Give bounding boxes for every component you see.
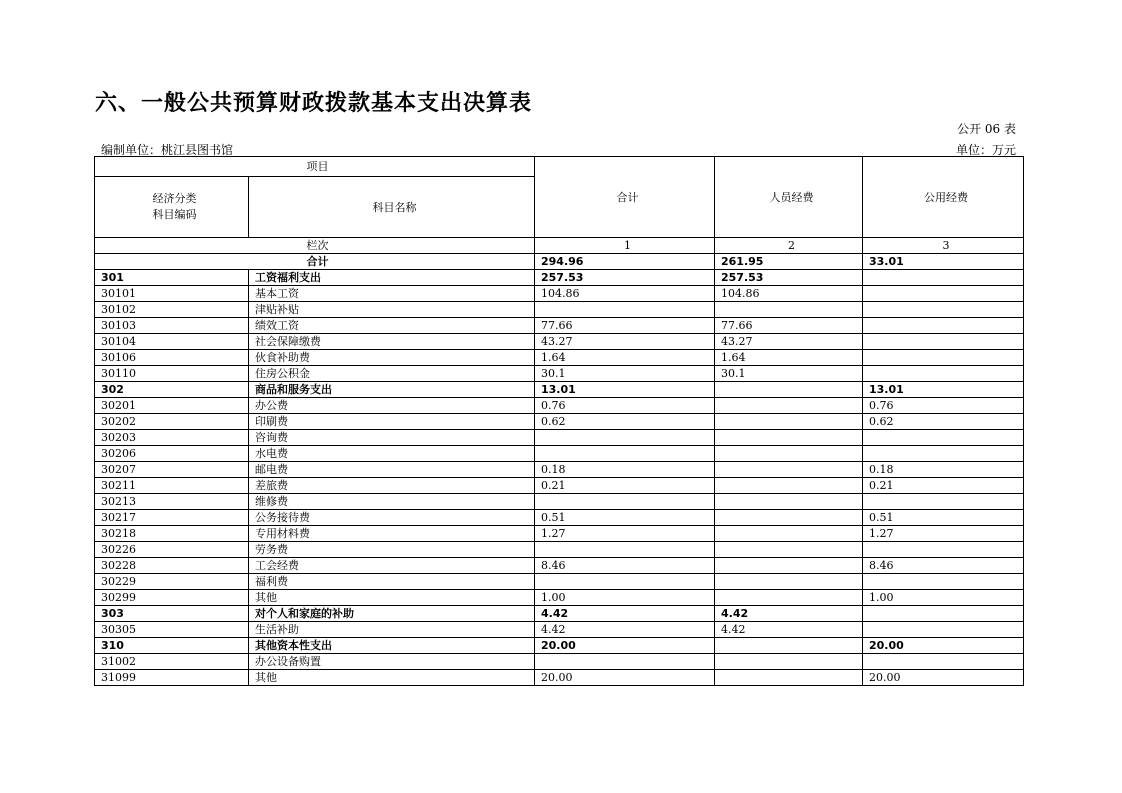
- total-cell: [535, 574, 715, 590]
- subject-code-cell: 31099: [95, 670, 249, 686]
- public-cell: 0.51: [863, 510, 1024, 526]
- table-row: [95, 670, 1024, 686]
- public-cell: [863, 334, 1024, 350]
- total-cell: 8.46: [535, 558, 715, 574]
- public-cell: [863, 622, 1024, 638]
- total-cell: [535, 302, 715, 318]
- personnel-cell: 257.53: [715, 270, 863, 286]
- header-subject-code: 科目编码: [152, 208, 197, 221]
- subject-code-cell: 30218: [95, 526, 249, 542]
- total-cell: 43.27: [535, 334, 715, 350]
- subject-code-cell: 303: [95, 606, 249, 622]
- personnel-cell: [715, 590, 863, 606]
- subject-name-cell: 其他: [249, 590, 535, 606]
- header-econ-class: 经济分类: [152, 192, 197, 205]
- currency-unit: 单位：万元: [955, 143, 1016, 157]
- subject-name-cell: 差旅费: [249, 478, 535, 494]
- public-cell: 20.00: [863, 670, 1024, 686]
- subject-name-cell: 邮电费: [249, 462, 535, 478]
- subject-code-cell: 30202: [95, 414, 249, 430]
- subject-name-cell: 基本工资: [249, 286, 535, 302]
- header-item: 项目: [95, 157, 535, 177]
- personnel-cell: 1.64: [715, 350, 863, 366]
- table-row: [95, 478, 1024, 494]
- public-cell: 1.27: [863, 526, 1024, 542]
- subject-name-cell: 伙食补助费: [249, 350, 535, 366]
- total-cell: [535, 494, 715, 510]
- subject-name-cell: 津贴补贴: [249, 302, 535, 318]
- total-amount: 294.96: [535, 254, 715, 270]
- table-row: [95, 462, 1024, 478]
- subject-name-cell: 住房公积金: [249, 366, 535, 382]
- total-cell: 104.86: [535, 286, 715, 302]
- subject-code-cell: 30228: [95, 558, 249, 574]
- subject-code-cell: 30207: [95, 462, 249, 478]
- personnel-cell: [715, 446, 863, 462]
- subject-code-cell: 31002: [95, 654, 249, 670]
- public-cell: [863, 494, 1024, 510]
- column-index-row: [95, 238, 1024, 254]
- total-cell: [535, 446, 715, 462]
- table-row: [95, 334, 1024, 350]
- subject-name-cell: 工资福利支出: [249, 270, 535, 286]
- personnel-cell: 77.66: [715, 318, 863, 334]
- table-row: [95, 622, 1024, 638]
- public-cell: 0.21: [863, 478, 1024, 494]
- subject-code-cell: 30102: [95, 302, 249, 318]
- table-row: [95, 494, 1024, 510]
- header-econ-class-code: [95, 177, 249, 238]
- public-cell: [863, 318, 1024, 334]
- subject-code-cell: 30211: [95, 478, 249, 494]
- personnel-cell: 104.86: [715, 286, 863, 302]
- page-title: 六、一般公共预算财政拨款基本支出决算表: [95, 91, 533, 116]
- personnel-cell: [715, 670, 863, 686]
- subject-code-cell: 302: [95, 382, 249, 398]
- table-row: [95, 638, 1024, 654]
- subject-code-cell: 30106: [95, 350, 249, 366]
- subject-name-cell: 对个人和家庭的补助: [249, 606, 535, 622]
- table-row: [95, 430, 1024, 446]
- public-cell: [863, 366, 1024, 382]
- public-cell: 8.46: [863, 558, 1024, 574]
- personnel-cell: [715, 654, 863, 670]
- total-cell: [535, 430, 715, 446]
- personnel-cell: [715, 558, 863, 574]
- subject-code-cell: 30104: [95, 334, 249, 350]
- subject-code-cell: 30203: [95, 430, 249, 446]
- header-subject-name: 科目名称: [249, 177, 535, 238]
- header-row-1: [95, 157, 1024, 177]
- personnel-cell: [715, 302, 863, 318]
- table-row: [95, 542, 1024, 558]
- total-public: 33.01: [863, 254, 1024, 270]
- subject-code-cell: 30229: [95, 574, 249, 590]
- personnel-cell: 4.42: [715, 622, 863, 638]
- total-cell: 0.51: [535, 510, 715, 526]
- personnel-cell: [715, 462, 863, 478]
- personnel-cell: 4.42: [715, 606, 863, 622]
- total-cell: 1.00: [535, 590, 715, 606]
- subject-code-cell: 30110: [95, 366, 249, 382]
- public-cell: 20.00: [863, 638, 1024, 654]
- table-row: [95, 350, 1024, 366]
- subject-code-cell: 310: [95, 638, 249, 654]
- total-cell: 4.42: [535, 622, 715, 638]
- subject-name-cell: 其他资本性支出: [249, 638, 535, 654]
- subject-name-cell: 维修费: [249, 494, 535, 510]
- public-cell: [863, 350, 1024, 366]
- table-row: [95, 414, 1024, 430]
- total-cell: [535, 654, 715, 670]
- table-row: [95, 558, 1024, 574]
- subject-name-cell: 其他: [249, 670, 535, 686]
- table-row: [95, 302, 1024, 318]
- total-cell: 30.1: [535, 366, 715, 382]
- table-row: [95, 606, 1024, 622]
- subject-name-cell: 福利费: [249, 574, 535, 590]
- table-row: [95, 398, 1024, 414]
- subject-code-cell: 30201: [95, 398, 249, 414]
- personnel-cell: [715, 382, 863, 398]
- subject-name-cell: 劳务费: [249, 542, 535, 558]
- personnel-cell: [715, 574, 863, 590]
- table-row: [95, 270, 1024, 286]
- public-cell: [863, 542, 1024, 558]
- column-index-1: 1: [535, 238, 715, 254]
- total-cell: 20.00: [535, 638, 715, 654]
- total-cell: 20.00: [535, 670, 715, 686]
- total-cell: 0.62: [535, 414, 715, 430]
- subject-code-cell: 301: [95, 270, 249, 286]
- total-cell: 1.64: [535, 350, 715, 366]
- total-cell: 4.42: [535, 606, 715, 622]
- subject-code-cell: 30305: [95, 622, 249, 638]
- personnel-cell: [715, 638, 863, 654]
- table-row: [95, 366, 1024, 382]
- table-row: [95, 382, 1024, 398]
- table-row: [95, 526, 1024, 542]
- personnel-cell: [715, 430, 863, 446]
- public-cell: 1.00: [863, 590, 1024, 606]
- public-cell: [863, 302, 1024, 318]
- total-label: 合计: [95, 254, 535, 270]
- public-cell: 0.62: [863, 414, 1024, 430]
- header-lanci: 栏次: [95, 238, 535, 254]
- total-cell: 0.21: [535, 478, 715, 494]
- total-cell: 0.18: [535, 462, 715, 478]
- public-cell: [863, 270, 1024, 286]
- table-row: [95, 590, 1024, 606]
- public-cell: [863, 286, 1024, 302]
- subject-name-cell: 印刷费: [249, 414, 535, 430]
- personnel-cell: [715, 478, 863, 494]
- subject-name-cell: 商品和服务支出: [249, 382, 535, 398]
- expenditure-table: [94, 156, 1024, 686]
- subject-name-cell: 办公设备购置: [249, 654, 535, 670]
- subject-name-cell: 专用材料费: [249, 526, 535, 542]
- table-row: [95, 654, 1024, 670]
- subject-name-cell: 绩效工资: [249, 318, 535, 334]
- total-cell: 13.01: [535, 382, 715, 398]
- table-row: [95, 574, 1024, 590]
- total-personnel: 261.95: [715, 254, 863, 270]
- public-cell: [863, 654, 1024, 670]
- subject-code-cell: 30213: [95, 494, 249, 510]
- compiling-unit: 编制单位：桃江县图书馆: [101, 143, 234, 157]
- total-cell: 77.66: [535, 318, 715, 334]
- subject-code-cell: 30217: [95, 510, 249, 526]
- subject-name-cell: 公务接待费: [249, 510, 535, 526]
- subject-code-cell: 30226: [95, 542, 249, 558]
- subject-name-cell: 社会保障缴费: [249, 334, 535, 350]
- public-cell: 0.18: [863, 462, 1024, 478]
- table-number: 公开 06 表: [957, 122, 1016, 136]
- personnel-cell: [715, 510, 863, 526]
- subject-name-cell: 咨询费: [249, 430, 535, 446]
- column-index-3: 3: [863, 238, 1024, 254]
- subject-code-cell: 30299: [95, 590, 249, 606]
- subject-name-cell: 工会经费: [249, 558, 535, 574]
- subject-code-cell: 30206: [95, 446, 249, 462]
- table-row: [95, 446, 1024, 462]
- personnel-cell: [715, 542, 863, 558]
- public-cell: 0.76: [863, 398, 1024, 414]
- column-index-2: 2: [715, 238, 863, 254]
- total-cell: 1.27: [535, 526, 715, 542]
- public-cell: [863, 574, 1024, 590]
- table-row: [95, 510, 1024, 526]
- personnel-cell: 43.27: [715, 334, 863, 350]
- total-cell: 257.53: [535, 270, 715, 286]
- public-cell: [863, 430, 1024, 446]
- table-row: [95, 318, 1024, 334]
- header-personnel: 人员经费: [715, 157, 863, 238]
- personnel-cell: [715, 494, 863, 510]
- total-row: [95, 254, 1024, 270]
- total-cell: [535, 542, 715, 558]
- header-public: 公用经费: [863, 157, 1024, 238]
- personnel-cell: [715, 414, 863, 430]
- personnel-cell: [715, 398, 863, 414]
- subject-name-cell: 办公费: [249, 398, 535, 414]
- personnel-cell: 30.1: [715, 366, 863, 382]
- public-cell: [863, 446, 1024, 462]
- table-row: [95, 286, 1024, 302]
- subject-code-cell: 30101: [95, 286, 249, 302]
- public-cell: [863, 606, 1024, 622]
- public-cell: 13.01: [863, 382, 1024, 398]
- total-cell: 0.76: [535, 398, 715, 414]
- subject-code-cell: 30103: [95, 318, 249, 334]
- subject-name-cell: 水电费: [249, 446, 535, 462]
- personnel-cell: [715, 526, 863, 542]
- subject-name-cell: 生活补助: [249, 622, 535, 638]
- header-total: 合计: [535, 157, 715, 238]
